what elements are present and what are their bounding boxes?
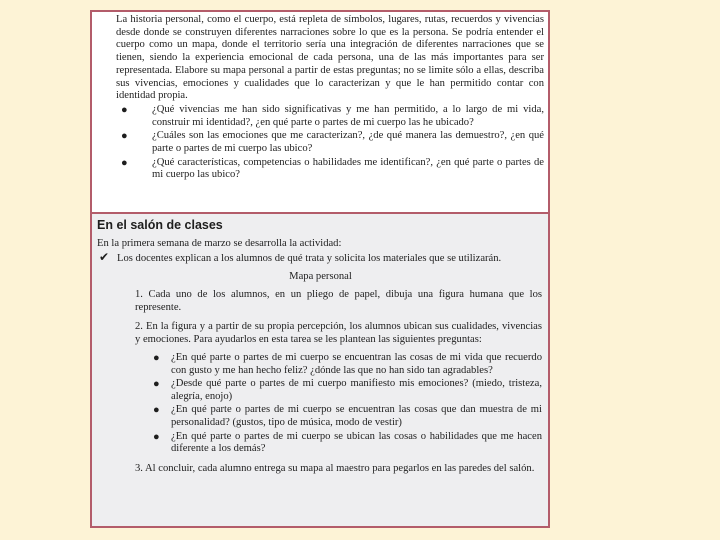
list-item — [116, 157, 544, 182]
document-page — [90, 10, 550, 528]
bullet-icon: ● — [121, 130, 128, 143]
intro-paragraph: La historia personal, como el cuerpo, está repleta de símbolos, lugares, rutas, recuerdos y vivencias desde donde se construyen diferentes narraciones sobre lo que es la persona. Se podría entender el cuerpo como un mapa, donde el territorio sería una integración de diferentes narraciones que se tienen, siendo la experiencia emocional de cada persona, una de las más importantes para ser representada. Elabore su mapa personal a partir de estas preguntas; no se limite sólo a ellas, describa sus vivencias, emociones y cualidades que lo caracterizan y que le han permitido contar con identidad propia. — [116, 14, 544, 102]
question-text: ¿En qué parte o partes de mi cuerpo se ubican las cosas o habilidades que me hacen diferente a los demás? — [171, 430, 542, 455]
question-text: ¿Qué características, competencias o habilidades me identifican?, ¿en qué parte o partes de mi cuerpo las ubico? — [152, 156, 544, 181]
list-item — [116, 130, 544, 155]
activity-steps — [97, 288, 544, 475]
checklist-text: Los docentes explican a los alumnos de qué trata y solicita los materiales que se utilizarán. — [117, 253, 502, 264]
guiding-questions — [135, 352, 542, 456]
bullet-icon: ● — [121, 103, 128, 116]
bullet-icon: ● — [153, 378, 160, 391]
section-intro: En la primera semana de marzo se desarrolla la actividad: — [97, 238, 342, 249]
activity-title: Mapa personal — [289, 271, 352, 282]
list-item — [135, 378, 542, 403]
personal-map-instructions — [92, 12, 548, 212]
checklist-item — [97, 252, 544, 265]
step-2: 2. En la figura y a partir de su propia percepción, los alumnos ubican sus cualidades, vivencias y emociones. Para ayudarlos en esta tarea se les plantean las siguientes preguntas: — [135, 321, 542, 345]
question-text: ¿Qué vivencias me han sido significativas y me han permitido, a lo largo de mi vida, construir mi identidad?, ¿en qué parte o partes de mi cuerpo las he ubicado? — [152, 103, 544, 128]
question-text: ¿Cuáles son las emociones que me caracterizan?, ¿de qué manera las demuestro?, ¿en qué parte o partes de mi cuerpo las ubico? — [152, 130, 544, 155]
classroom-section — [92, 214, 548, 526]
section-title: En el salón de clases — [97, 218, 223, 232]
list-item — [135, 352, 542, 377]
bullet-icon: ● — [121, 156, 128, 169]
bullet-icon: ● — [153, 352, 160, 364]
check-icon: ✔ — [99, 250, 110, 264]
question-text: ¿En qué parte o partes de mi cuerpo se encuentran las cosas que dan muestra de mi personalidad? (gustos, tipo de música, modo de vestir) — [171, 404, 542, 428]
question-text: ¿Desde qué parte o partes de mi cuerpo manifiesto mis emociones? (miedo, tristeza, alegría, enojo) — [171, 378, 542, 402]
list-item — [135, 431, 542, 456]
question-text: ¿En qué parte o partes de mi cuerpo se encuentran las cosas de mi vida que recuerdo con gusto y me han hecho feliz? ¿dónde las que no han sido tan agradables? — [171, 352, 542, 376]
reflection-questions — [116, 104, 544, 182]
bullet-icon: ● — [153, 430, 160, 443]
list-item — [135, 404, 542, 429]
step-1: 1. Cada uno de los alumnos, en un pliego de papel, dibuja una figura humana que los represente. — [135, 289, 542, 313]
step-3: 3. Al concluir, cada alumno entrega su mapa al maestro para pegarlos en las paredes del salón. — [135, 462, 535, 474]
bullet-icon: ● — [153, 404, 160, 417]
list-item — [116, 104, 544, 129]
